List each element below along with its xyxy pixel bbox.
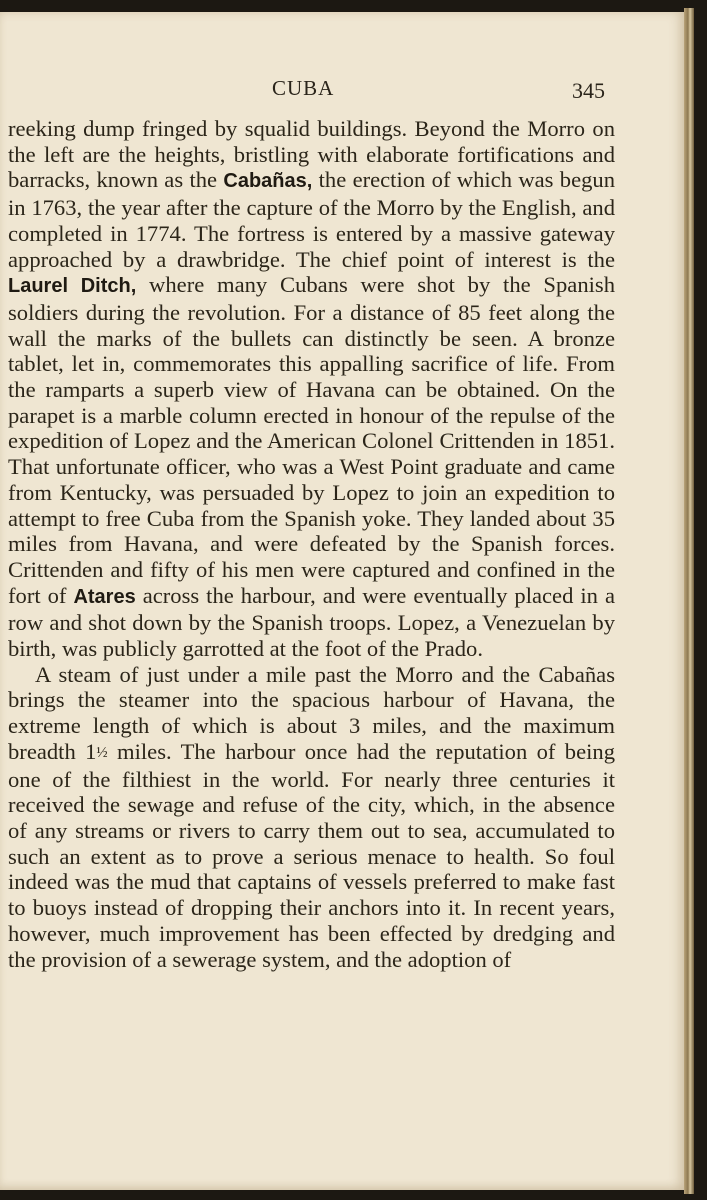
- paragraph: [8, 116, 615, 662]
- page-edge: [684, 8, 694, 1194]
- text-run: A steam of just under a mile past the Morro and the Cabañas brings the steamer into the spacious harbour of Havana, the extreme length of which is about 3 miles, and the maximum breadth 1: [8, 661, 615, 764]
- book-page: [0, 12, 684, 1190]
- paragraph: [8, 662, 615, 972]
- text-run: the erection of which was begun in 1763, the year after the capture of the Morro by the English, and completed in 1774. The fortress is entered by a massive gateway approached by a drawbridge. The chief point of interest is the: [8, 167, 615, 272]
- text-run: reeking dump fringed by squalid buildings. Beyond the Morro on the left are the heights, bristling with elaborate fortifications and barracks, known as the: [8, 116, 615, 193]
- bold-term-atares: Atares: [73, 585, 136, 608]
- text-run: where many Cubans were shot by the Spanish soldiers during the revolution. For a distance of 85 feet along the wall the marks of the bullets can distinctly be seen. A bronze tablet, let in, commemorates this appalling sacrifice of life. From the ramparts a superb view of Havana can be obtained. On the parapet is a marble column erected in honour of the repulse of the expedition of Lopez and the American Colonel Crittenden in 1851. That unfortunate officer, who was a West Point graduate and came from Kentucky, was persuaded by Lopez to join an expedition to attempt to free Cuba from the Spanish yoke. They landed about 35 miles from Havana, and were defeated by the Spanish forces. Crittenden and fifty of his men were captured and confined in the fort of: [8, 272, 615, 608]
- fraction-half: ½: [96, 744, 108, 761]
- page-header: [0, 66, 684, 106]
- bold-term-cabanas: Cabañas,: [223, 170, 313, 193]
- page-number: 345: [572, 78, 605, 103]
- bold-term-laurel-ditch: Laurel Ditch,: [8, 275, 137, 298]
- body-text: [8, 116, 615, 972]
- text-run: miles. The harbour once had the reputation of being one of the filthiest in the world. For nearly three centuries it received the sewage and refuse of the city, which, in the absence of any streams or rivers to carry them out to sea, accumulated to such an extent as to prove a serious menace to health. So foul indeed was the mud that captains of vessels preferred to make fast to buoys instead of dropping their anchors into it. In recent years, however, much improvement has been effected by dredging and the provision of a sewerage system, and the adoption of: [8, 738, 616, 972]
- running-title: CUBA: [272, 76, 335, 100]
- text-run: across the harbour, and were eventually placed in a row and shot down by the Spanish troops. Lopez, a Venezuelan by birth, was publicly garrotted at the foot of the Prado.: [8, 582, 615, 662]
